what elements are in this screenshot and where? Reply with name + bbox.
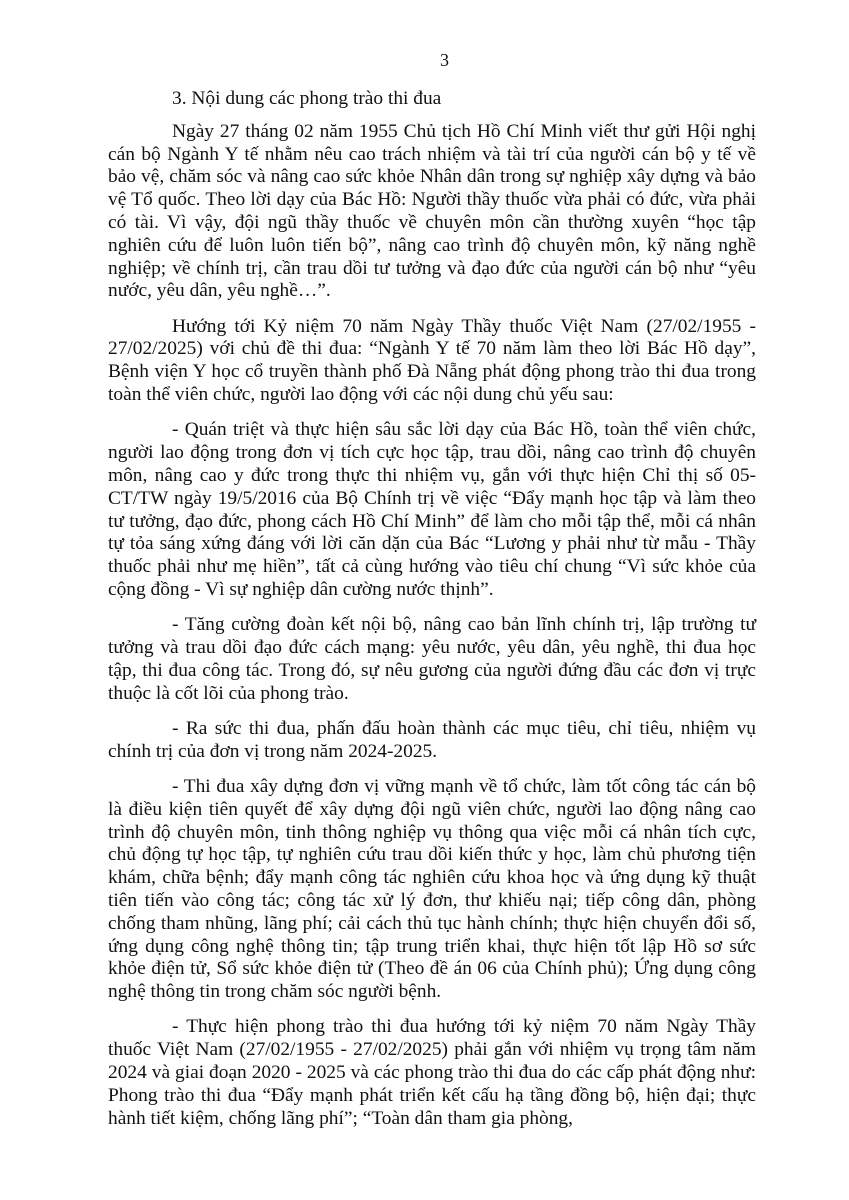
paragraph-intro: Ngày 27 tháng 02 năm 1955 Chủ tịch Hồ Chí Minh viết thư gửi Hội nghị cán bộ Ngành Y tế nhằm nêu cao trách nhiệm và tài trí của người cán bộ y tế về bảo vệ, chăm sóc và nâng cao sức khỏe Nhân dân trong sự nghiệp xây dựng và bảo vệ Tổ quốc. Theo lời dạy của Bác Hồ: Người thầy thuốc vừa phải có đức, vừa phải có tài. Vì vậy, đội ngũ thầy thuốc về chuyên môn cần thường xuyên “học tập nghiên cứu để luôn luôn tiến bộ”, nâng cao trình độ chuyên môn, kỹ năng nghề nghiệp; về chính trị, cần trau dồi tư tưởng và đạo đức của người cán bộ như “yêu nước, yêu dân, yêu nghề…”. — [108, 120, 756, 302]
paragraph-item-1: - Quán triệt và thực hiện sâu sắc lời dạy của Bác Hồ, toàn thể viên chức, người lao động trong đơn vị tích cực học tập, trau dồi, nâng cao trình độ chuyên môn, nâng cao y đức trong thực thi nhiệm vụ, gắn với thực hiện Chỉ thị số 05-CT/TW ngày 19/5/2016 của Bộ Chính trị về việc “Đẩy mạnh học tập và làm theo tư tưởng, đạo đức, phong cách Hồ Chí Minh” để làm cho mỗi tập thể, mỗi cá nhân tự tỏa sáng xứng đáng với lời căn dặn của Bác “Lương y phải như từ mẫu - Thầy thuốc phải như mẹ hiền”, tất cả cùng hướng vào tiêu chí chung “Vì sức khỏe của cộng đồng - Vì sự nghiệp dân cường nước thịnh”. — [108, 419, 756, 600]
paragraph-item-2: - Tăng cường đoàn kết nội bộ, nâng cao bản lĩnh chính trị, lập trường tư tưởng và trau dồi đạo đức cách mạng: yêu nước, yêu dân, yêu nghề, thi đua học tập, thi đua công tác. Trong đó, sự nêu gương của người đứng đầu các đơn vị trực thuộc là cốt lõi của phong trào. — [108, 614, 756, 704]
page-number-text: 3 — [440, 50, 449, 70]
paragraph-item-3: - Ra sức thi đua, phấn đấu hoàn thành các mục tiêu, chỉ tiêu, nhiệm vụ chính trị của đơn vị trong năm 2024-2025. — [108, 717, 756, 762]
document-body — [108, 88, 756, 1143]
section-heading: 3. Nội dung các phong trào thi đua — [172, 88, 442, 109]
paragraph-theme: Hướng tới Kỷ niệm 70 năm Ngày Thầy thuốc Việt Nam (27/02/1955 - 27/02/2025) với chủ đề thi đua: “Ngành Y tế 70 năm làm theo lời Bác Hồ dạy”, Bệnh viện Y học cổ truyền thành phố Đà Nẵng phát động phong trào thi đua trong toàn thể viên chức, người lao động với các nội dung chủ yếu sau: — [108, 315, 756, 406]
paragraph-item-4: - Thi đua xây dựng đơn vị vững mạnh về tổ chức, làm tốt công tác cán bộ là điều kiện tiên quyết để xây dựng đội ngũ viên chức, người lao động nâng cao trình độ chuyên môn, tinh thông nghiệp vụ thông qua việc mỗi cá nhân tích cực, chủ động tự học tập, tự nghiên cứu trau dồi kiến thức y học, làm chủ phương tiện khám, chữa bệnh; đẩy mạnh công tác nghiên cứu khoa học và ứng dụng kỹ thuật tiên tiến vào công tác; công tác xử lý đơn, thư khiếu nại; tiếp công dân, phòng chống tham nhũng, lãng phí; cải cách thủ tục hành chính; thực hiện chuyển đổi số, ứng dụng công nghệ thông tin; tập trung triển khai, thực hiện tốt lập Hồ sơ sức khỏe điện tử, Sổ sức khỏe điện tử (Theo đề án 06 của Chính phủ); Ứng dụng công nghệ thông tin trong chăm sóc người bệnh. — [108, 776, 756, 1003]
paragraph-item-5: - Thực hiện phong trào thi đua hướng tới kỷ niệm 70 năm Ngày Thầy thuốc Việt Nam (27/02/1955 - 27/02/2025) phải gắn với nhiệm vụ trọng tâm năm 2024 và giai đoạn 2020 - 2025 và các phong trào thi đua do các cấp phát động như: Phong trào thi đua “Đẩy mạnh phát triển kết cấu hạ tầng đồng bộ, hiện đại; thực hành tiết kiệm, chống lãng phí”; “Toàn dân tham gia phòng, — [108, 1016, 756, 1129]
